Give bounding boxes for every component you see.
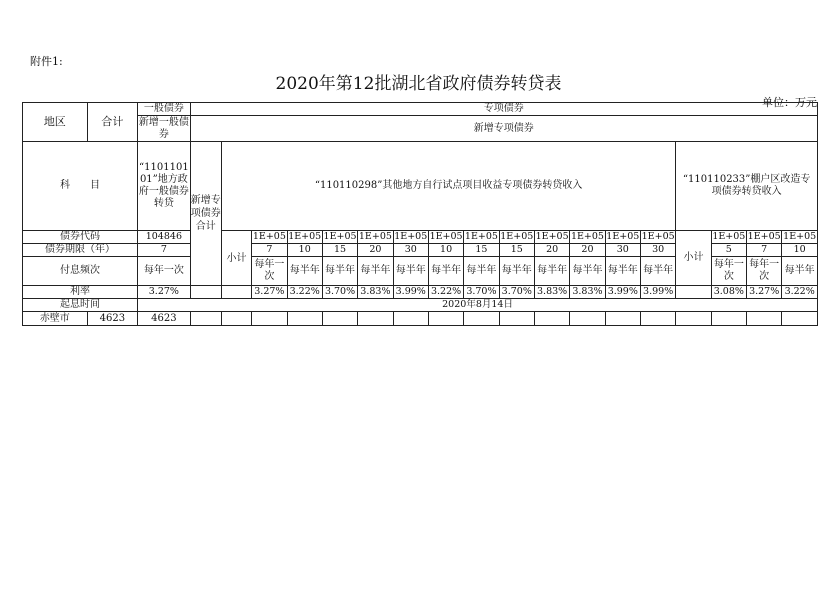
special-298-rate: 3.27% [252,286,287,299]
special-298-code: 1E+05 [252,231,286,242]
header-subject-233: “110110233”棚户区改造专项债券转贷收入 [676,142,818,231]
special-233-code: 1E+05 [747,231,781,242]
special-298-freq: 每半年 [358,257,393,286]
special-298-freq: 每半年 [640,257,675,286]
row-empty-cell [287,312,322,326]
row-empty-cell [358,312,393,326]
special-298-term: 15 [322,244,357,257]
special-233-term: 5 [711,244,746,257]
rate-empty-cell [676,286,711,299]
special-298-term: 20 [358,244,393,257]
row-empty-cell [322,312,357,326]
row-total: 4623 [87,312,137,326]
special-298-term: 10 [287,244,322,257]
special-298-term: 10 [428,244,463,257]
special-298-rate: 3.99% [605,286,640,299]
row-empty-cell [428,312,463,326]
header-subject-298: “110110298”其他地方自行试点项目收益专项债券转贷收入 [221,142,675,231]
row-empty-cell [711,312,746,326]
rate-empty-cell [190,286,221,299]
row-empty-cell [747,312,782,326]
special-298-rate: 3.70% [499,286,534,299]
row-empty-cell [676,312,711,326]
special-298-freq: 每半年 [534,257,569,286]
row-label-rate: 利率 [23,286,138,299]
special-233-rate: 3.27% [747,286,782,299]
header-new-general-bond: 新增一般债券 [138,116,189,140]
row-empty-cell [393,312,428,326]
unit-label: 单位：万元 [762,96,817,109]
header-subject-label: 科 目 [23,142,138,231]
special-298-freq: 每年一次 [252,257,287,286]
special-233-rate: 3.22% [782,286,818,299]
special-298-term: 7 [252,244,287,257]
special-233-rate: 3.08% [711,286,746,299]
special-233-code: 1E+05 [783,231,817,242]
header-region: 地区 [23,103,88,142]
row-empty-cell [570,312,605,326]
special-298-rate: 3.83% [570,286,605,299]
special-298-rate: 3.83% [358,286,393,299]
annex-label: 附件1: [30,55,63,68]
special-298-code: 1E+05 [429,231,463,242]
row-label-start-date: 起息时间 [23,299,138,312]
row-general: 4623 [138,312,191,326]
special-298-code: 1E+05 [535,231,569,242]
special-233-code: 1E+05 [712,231,746,242]
header-subtotal: 小计 [221,231,251,286]
row-empty-cell [640,312,675,326]
header-new-special-bond: 新增专项债券 [190,116,817,142]
special-298-code: 1E+05 [606,231,640,242]
row-label-bond-code: 债券代码 [23,231,138,244]
special-298-term: 20 [534,244,569,257]
special-233-term: 10 [782,244,818,257]
row-region: 赤壁市 [23,312,88,326]
row-empty-cell [190,312,221,326]
general-bond-rate: 3.27% [138,286,191,299]
header-total: 合计 [87,103,137,142]
special-298-code: 1E+05 [394,231,428,242]
special-298-rate: 3.83% [534,286,569,299]
row-empty-cell [499,312,534,326]
general-bond-code: 104846 [138,231,191,244]
special-233-freq: 每半年 [782,257,818,286]
special-298-code: 1E+05 [358,231,392,242]
special-298-code: 1E+05 [641,231,675,242]
page-title: 2020年第12批湖北省政府债券转贷表 [275,74,562,94]
special-298-term: 20 [570,244,605,257]
bond-transfer-table [22,102,818,326]
special-298-rate: 3.22% [287,286,322,299]
special-298-code: 1E+05 [500,231,534,242]
row-label-interest-freq: 付息频次 [23,257,138,286]
header-special-bond: 专项债券 [190,103,817,116]
special-298-code: 1E+05 [288,231,322,242]
row-empty-cell [221,312,251,326]
special-298-freq: 每半年 [393,257,428,286]
special-298-term: 15 [464,244,499,257]
general-bond-term: 7 [138,244,191,257]
special-298-rate: 3.99% [393,286,428,299]
header-subtotal-233: 小计 [676,231,711,286]
start-date-value: 2020年8月14日 [138,299,818,312]
row-empty-cell [605,312,640,326]
special-298-freq: 每半年 [287,257,322,286]
special-298-term: 15 [499,244,534,257]
special-298-code: 1E+05 [323,231,357,242]
general-bond-freq: 每年一次 [138,257,191,286]
table-row [23,312,818,326]
header-general-subject: “110110101”地方政府一般债券转贷 [138,142,191,231]
special-298-term: 30 [393,244,428,257]
special-298-term: 30 [605,244,640,257]
special-298-rate: 3.22% [428,286,463,299]
row-label-bond-term: 债券期限（年） [23,244,138,257]
header-new-special-total: 新增专项债券合计 [190,142,221,286]
row-empty-cell [252,312,287,326]
special-233-freq: 每年一次 [747,257,782,286]
header-general-bond: 一般债券 [138,103,191,116]
special-298-freq: 每半年 [570,257,605,286]
special-298-freq: 每半年 [322,257,357,286]
special-298-rate: 3.99% [640,286,675,299]
special-298-term: 30 [640,244,675,257]
special-298-code: 1E+05 [464,231,498,242]
special-298-freq: 每半年 [464,257,499,286]
special-233-freq: 每年一次 [711,257,746,286]
row-empty-cell [782,312,818,326]
special-298-code: 1E+05 [570,231,604,242]
rate-empty-cell [221,286,251,299]
special-233-term: 7 [747,244,782,257]
special-298-rate: 3.70% [322,286,357,299]
special-298-rate: 3.70% [464,286,499,299]
row-empty-cell [534,312,569,326]
special-298-freq: 每半年 [605,257,640,286]
special-298-freq: 每半年 [499,257,534,286]
special-298-freq: 每半年 [428,257,463,286]
row-empty-cell [464,312,499,326]
